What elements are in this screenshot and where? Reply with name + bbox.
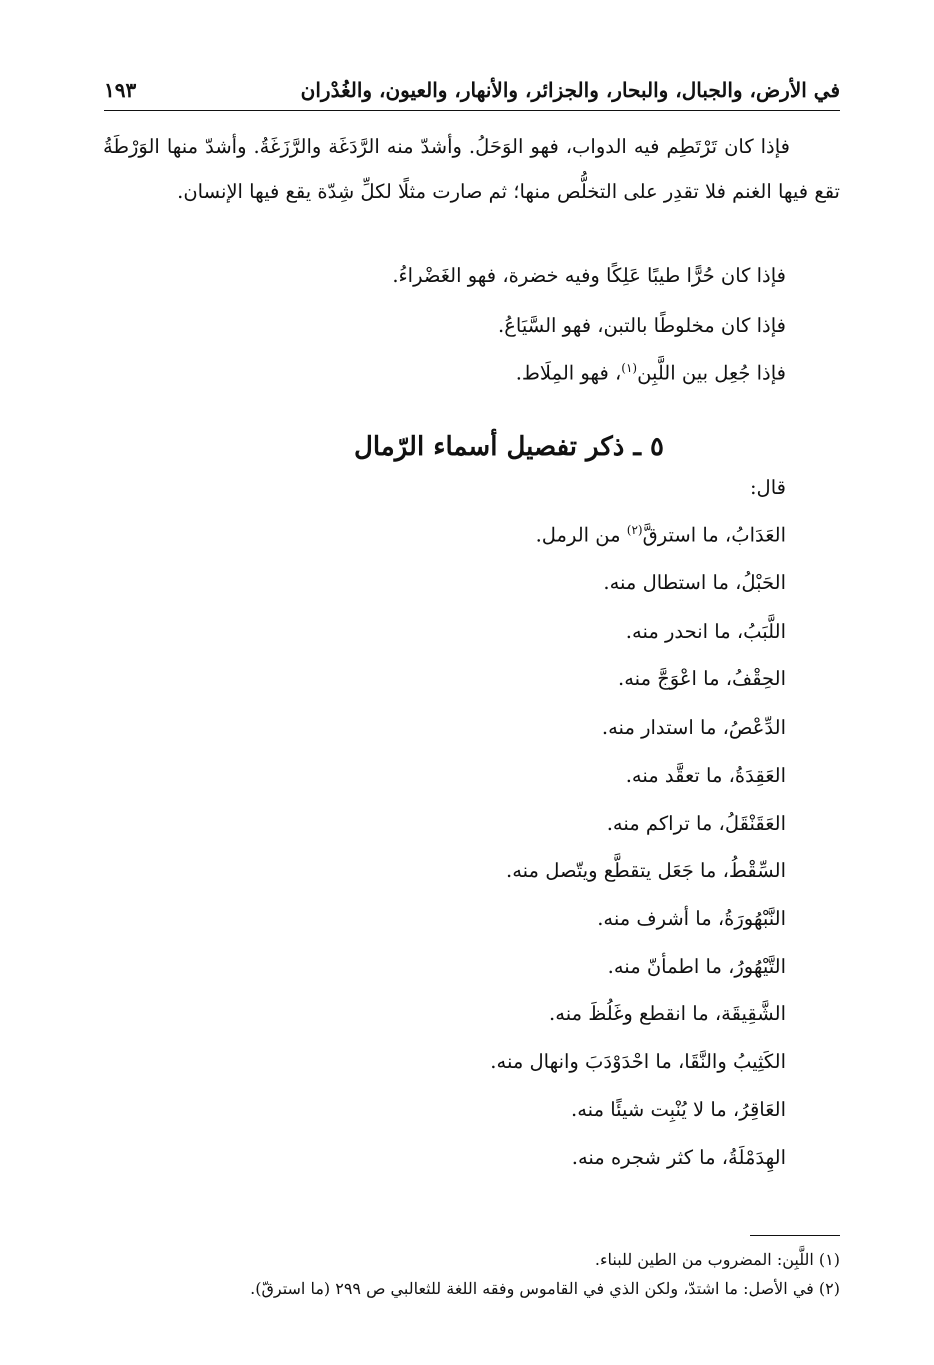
entry-line: الدِّعْصُ، ما استدار منه. xyxy=(601,716,786,739)
line-text-after-ref: ، فهو المِلَاط. xyxy=(515,361,622,385)
entry-text-before-ref: العَدَابُ، ما استرقَّ xyxy=(642,523,786,547)
entry-line: اللَّبَبُ، ما انحدر منه. xyxy=(625,620,786,643)
footnote-1: (١) اللَّبِن: المضروب من الطين للبناء. xyxy=(594,1250,840,1269)
text-line: فإذا كان مخلوطًا بالتبن، فهو السَّيَاعُ. xyxy=(498,314,786,337)
entry-line: الشَّقِيقَة، ما انقطع وغَلُظَ منه. xyxy=(549,1002,786,1025)
line-text-before-ref: فإذا جُعِل بين اللَّبِن xyxy=(637,361,786,385)
text-line-with-footnote xyxy=(516,361,786,385)
page-number: ١٩٣ xyxy=(104,78,137,102)
entry-text-after-ref: من الرمل. xyxy=(535,523,627,547)
entry-line: النَّبْهُورَةُ، ما أشرف منه. xyxy=(597,907,786,930)
text-line: فإذا كان حُرًّا طيبًا عَلِكًا وفيه خضرة، فهو الغَضْراءُ. xyxy=(392,264,786,287)
entry-line: الكَثِيبُ والنَّقَا، ما احْدَوْدَبَ وانهال منه. xyxy=(490,1050,786,1073)
entry-line: العَقِدَةُ، ما تعقَّد منه. xyxy=(625,764,786,787)
entry-line: العَاقِرُ، ما لا يُنْبِت شيئًا منه. xyxy=(571,1098,786,1121)
entry-line: الحِقْفُ، ما اعْوَجَّ منه. xyxy=(618,667,786,690)
intro-section xyxy=(103,124,840,214)
entry-line: التَّيْهُورُ، ما اطمأنّ منه. xyxy=(607,955,786,978)
footnote-divider xyxy=(750,1235,840,1236)
footnote-ref-2[interactable]: (٢) xyxy=(626,523,643,537)
entry-line: الهِدَمْلَةُ، ما كثر شجره منه. xyxy=(571,1146,786,1169)
footnote-2: (٢) في الأصل: ما اشتدّ، ولكن الذي في القاموس وفقه اللغة للثعالبي ص ٢٩٩ (ما استرقّ). xyxy=(250,1279,840,1298)
entry-line: الحَبْلُ، ما استطال منه. xyxy=(603,571,786,594)
qal-label: قال: xyxy=(749,476,786,499)
entry-line-with-footnote xyxy=(536,523,786,547)
section-heading: ٥ ـ ذكر تفصيل أسماء الرّمال xyxy=(353,431,665,462)
footnote-ref-1[interactable]: (١) xyxy=(621,361,638,375)
running-title: في الأرض، والجبال، والبحار، والجزائر، والأنهار، والعيون، والغُدْران xyxy=(300,78,840,102)
entry-line: السِّقْطُ، ما جَعَل يتقطَّع ويتّصل منه. xyxy=(506,859,786,882)
entry-line: العَقَنْقَلُ، ما تراكم منه. xyxy=(606,812,786,835)
page-header xyxy=(104,70,840,111)
intro-paragraph: فإذا كان تَرْتَطِم فيه الدواب، فهو الوَحَلُ. وأشدّ منه الرَّدَغَة والرَّزَغَةُ. وأشدّ منها الوَرْطَةُ تقع فيها الغنم فلا تقدِر على التخلُّص منها؛ ثم صارت مثلًا لكلِّ شِدّة يقع فيها الإنسان. xyxy=(103,135,840,203)
